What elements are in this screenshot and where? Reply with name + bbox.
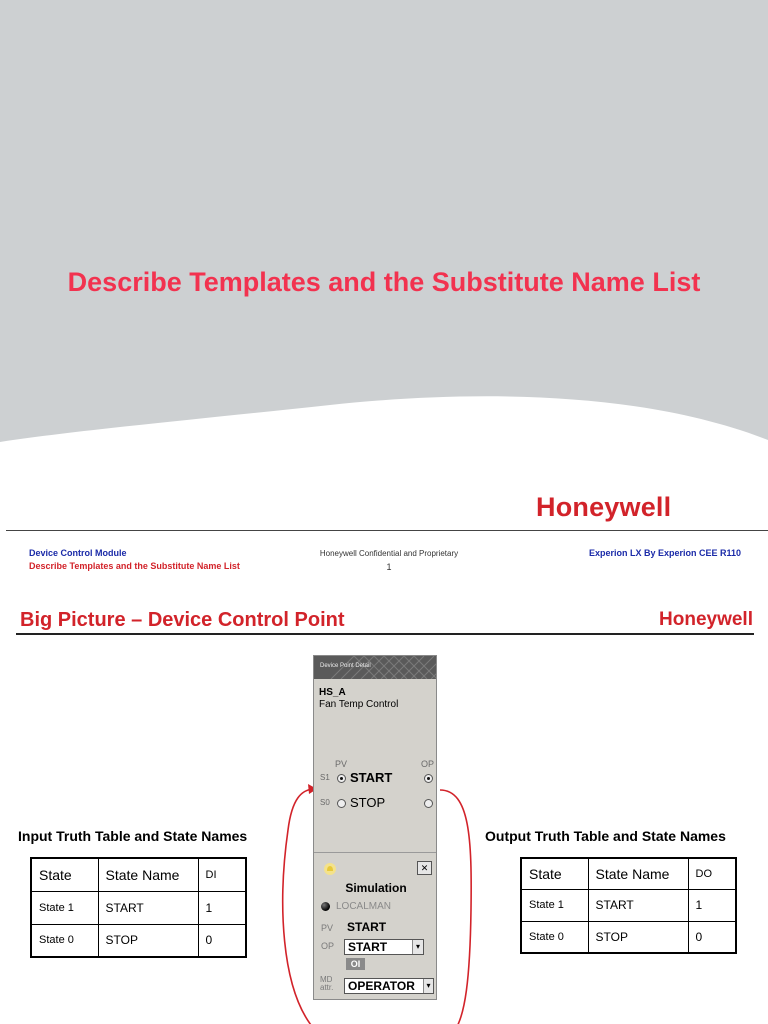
table-cell: STOP [98, 924, 198, 957]
honeywell-logo: Honeywell [536, 492, 672, 522]
table-cell: 0 [688, 921, 736, 953]
chevron-down-icon[interactable]: ▾ [423, 979, 433, 993]
mode-label [320, 976, 333, 992]
output-truth-table [520, 857, 737, 954]
input-truth-table [30, 857, 247, 958]
input-table-caption: Input Truth Table and State Names [18, 828, 248, 844]
point-tag: HS_A [319, 687, 346, 698]
header-state: State [521, 858, 588, 889]
pv-column-label: PV [335, 759, 348, 769]
right-arrow-curve [440, 790, 471, 1024]
mode-select[interactable] [344, 978, 434, 994]
header-state: State [31, 858, 98, 891]
table-row [31, 924, 246, 957]
honeywell-brand: Honeywell [659, 609, 753, 630]
table-row [521, 921, 736, 953]
pv-value: START [347, 920, 387, 934]
table-cell: START [98, 891, 198, 924]
table-cell: 1 [688, 889, 736, 921]
faceplate-header: Device Point Detail [320, 663, 371, 669]
table-cell: START [588, 889, 688, 921]
table-cell: 1 [198, 891, 246, 924]
state0-name: STOP [350, 795, 386, 810]
op-short-label: OP [321, 941, 335, 951]
footer-topic: Describe Templates and the Substitute Name List [29, 561, 240, 571]
table-header-row [31, 858, 246, 891]
s0-label: S0 [320, 798, 330, 807]
op-state0-radio[interactable] [424, 799, 433, 808]
pv-state0-radio [337, 799, 346, 808]
slide-title: Describe Templates and the Substitute Name List [67, 267, 701, 297]
op-column-label: OP [421, 759, 435, 769]
table-cell: State 0 [521, 921, 588, 953]
gray-banner [0, 0, 768, 470]
chevron-down-icon[interactable]: ▾ [412, 940, 423, 954]
output-table-caption: Output Truth Table and State Names [485, 828, 726, 844]
oi-badge: OI [346, 958, 365, 970]
alarm-bell-icon [323, 862, 337, 876]
mode-select-value: OPERATOR [348, 979, 415, 993]
table-header-row [521, 858, 736, 889]
page-number: 1 [386, 562, 392, 572]
op-select[interactable] [344, 939, 424, 955]
simulation-toggle-icon[interactable]: ✕ [417, 861, 432, 875]
table-cell: State 1 [521, 889, 588, 921]
slide-heading: Big Picture – Device Control Point [20, 609, 345, 631]
table-row [31, 891, 246, 924]
faceplate-titlebar [314, 656, 436, 679]
localman-label: LOCALMAN [336, 901, 392, 912]
s1-label: S1 [320, 773, 330, 782]
device-faceplate [313, 655, 437, 1000]
footer-divider [6, 530, 768, 531]
footer-product: Experion LX By Experion CEE R110 [588, 548, 741, 558]
mode-label-line1: MD [320, 975, 333, 984]
op-state1-radio[interactable] [424, 774, 433, 783]
table-cell: 0 [198, 924, 246, 957]
op-select-value: START [348, 940, 388, 954]
left-arrow-curve [283, 789, 315, 1024]
localman-indicator-icon [321, 902, 330, 911]
pv-state1-radio [337, 774, 346, 783]
footer-module: Device Control Module [29, 548, 127, 558]
table-cell: State 0 [31, 924, 98, 957]
simulation-label: Simulation [345, 881, 407, 895]
faceplate-separator [314, 852, 436, 853]
content-slide [0, 585, 768, 1024]
header-state-name: State Name [98, 858, 198, 891]
heading-underline [16, 633, 754, 635]
footer-confidential: Honeywell Confidential and Proprietary [319, 549, 459, 558]
header-di: DI [198, 858, 246, 891]
header-state-name: State Name [588, 858, 688, 889]
header-do: DO [688, 858, 736, 889]
mode-label-line2: attr. [320, 983, 334, 992]
point-description: Fan Temp Control [319, 699, 399, 710]
table-cell: STOP [588, 921, 688, 953]
state1-name: START [350, 770, 393, 785]
table-cell: State 1 [31, 891, 98, 924]
table-row [521, 889, 736, 921]
pv-short-label: PV [321, 923, 334, 933]
